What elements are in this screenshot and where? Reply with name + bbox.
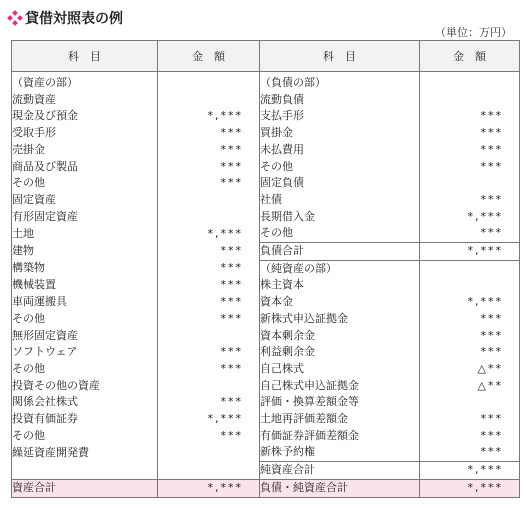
asset-amount-cell: *** [158, 394, 260, 411]
asset-account-cell: ソフトウェア [12, 344, 158, 361]
liability-account-cell: 株主資本 [260, 277, 420, 294]
liability-account-cell: 支払手形 [260, 108, 420, 125]
asset-account-cell: 構築物 [12, 260, 158, 277]
total-liabilities-equity-amount: *,*** [420, 479, 520, 497]
table-row [12, 428, 520, 445]
asset-account-cell: その他 [12, 175, 158, 192]
table-row [12, 72, 520, 92]
liability-amount-cell: *** [420, 125, 520, 142]
asset-account-cell: 固定資産 [12, 192, 158, 209]
table-row [12, 260, 520, 277]
liability-amount-cell: *** [420, 344, 520, 361]
liability-account-cell: 有価証券評価差額金 [260, 428, 420, 445]
table-row [12, 361, 520, 378]
asset-account-cell: 土地 [12, 225, 158, 242]
liability-amount-cell: *** [420, 225, 520, 242]
liability-amount-cell: *** [420, 142, 520, 159]
asset-amount-cell [158, 444, 260, 461]
asset-amount-cell [158, 92, 260, 109]
liability-account-cell: 利益剰余金 [260, 344, 420, 361]
liability-account-cell: 買掛金 [260, 125, 420, 142]
liability-amount-cell: *,*** [420, 209, 520, 226]
asset-amount-cell: *,*** [158, 108, 260, 125]
table-row [12, 243, 520, 261]
table-row [12, 344, 520, 361]
table-row [12, 378, 520, 395]
asset-account-cell: 投資有価証券 [12, 411, 158, 428]
header-assets-amount: 金 額 [158, 41, 260, 72]
asset-account-cell: その他 [12, 428, 158, 445]
table-row [12, 192, 520, 209]
liability-account-cell: 評価・換算差額金等 [260, 394, 420, 411]
asset-amount-cell: *** [158, 142, 260, 159]
asset-amount-cell: *,*** [158, 411, 260, 428]
liability-account-cell: 自己株式 [260, 361, 420, 378]
liability-amount-cell: *,*** [420, 243, 520, 261]
liability-amount-cell: *** [420, 411, 520, 428]
asset-account-cell: 機械装置 [12, 277, 158, 294]
asset-account-cell: その他 [12, 361, 158, 378]
asset-account-cell: 繰延資産開発費 [12, 444, 158, 461]
liability-account-cell: （純資産の部） [260, 260, 420, 277]
liability-amount-cell: *** [420, 192, 520, 209]
liability-amount-cell [420, 277, 520, 294]
asset-amount-cell: *** [158, 361, 260, 378]
asset-amount-cell: *** [158, 311, 260, 328]
liability-amount-cell: *** [420, 159, 520, 176]
table-row [12, 108, 520, 125]
asset-account-cell: 無形固定資産 [12, 328, 158, 345]
liability-account-cell: 資本剰余金 [260, 328, 420, 345]
table-row [12, 142, 520, 159]
page-title-block [8, 8, 123, 28]
table-row [12, 328, 520, 345]
table-row [12, 175, 520, 192]
liability-amount-cell: *** [420, 311, 520, 328]
table-row [12, 411, 520, 428]
table-row [12, 394, 520, 411]
liability-amount-cell: △** [420, 361, 520, 378]
total-row [12, 479, 520, 497]
table-row [12, 125, 520, 142]
liability-amount-cell: *,*** [420, 294, 520, 311]
table-row [12, 277, 520, 294]
liability-account-cell: 新株予約権 [260, 444, 420, 461]
header-assets-account: 科 目 [12, 41, 158, 72]
header-liabilities-amount: 金 額 [420, 41, 520, 72]
asset-amount-cell [158, 462, 260, 480]
liability-amount-cell [420, 394, 520, 411]
asset-account-cell: 有形固定資産 [12, 209, 158, 226]
asset-amount-cell: *** [158, 294, 260, 311]
asset-account-cell: 建物 [12, 243, 158, 261]
liability-account-cell: その他 [260, 159, 420, 176]
liability-amount-cell [420, 92, 520, 109]
asset-amount-cell: *** [158, 159, 260, 176]
liability-account-cell: 新株式申込証拠金 [260, 311, 420, 328]
liability-account-cell: 負債合計 [260, 243, 420, 261]
asset-account-cell: 受取手形 [12, 125, 158, 142]
liability-account-cell: 社債 [260, 192, 420, 209]
liability-amount-cell: *** [420, 328, 520, 345]
table-row [12, 462, 520, 480]
table-row [12, 209, 520, 226]
asset-amount-cell: *** [158, 260, 260, 277]
diamond-cluster-icon [8, 11, 22, 25]
asset-account-cell: 車両運搬具 [12, 294, 158, 311]
asset-amount-cell [158, 328, 260, 345]
table-row [12, 225, 520, 242]
asset-amount-cell [158, 72, 260, 92]
table-body [12, 72, 520, 498]
asset-amount-cell: *** [158, 344, 260, 361]
table-row [12, 444, 520, 461]
liability-account-cell: 資本金 [260, 294, 420, 311]
liability-amount-cell [420, 175, 520, 192]
asset-amount-cell: *** [158, 277, 260, 294]
asset-account-cell [12, 462, 158, 480]
header-liabilities-account: 科 目 [260, 41, 420, 72]
table-row [12, 92, 520, 109]
asset-amount-cell [158, 209, 260, 226]
liability-amount-cell: △** [420, 378, 520, 395]
header-row [12, 41, 520, 72]
asset-amount-cell: *** [158, 428, 260, 445]
table-row [12, 159, 520, 176]
asset-account-cell: その他 [12, 311, 158, 328]
asset-amount-cell [158, 192, 260, 209]
unit-note: （単位：万円） [435, 26, 512, 39]
asset-amount-cell: *,*** [158, 225, 260, 242]
liability-amount-cell: *** [420, 108, 520, 125]
liability-account-cell: 純資産合計 [260, 462, 420, 480]
liability-account-cell: 長期借入金 [260, 209, 420, 226]
asset-account-cell: 投資その他の資産 [12, 378, 158, 395]
liability-account-cell: （負債の部） [260, 72, 420, 92]
table-row [12, 311, 520, 328]
asset-amount-cell: *** [158, 243, 260, 261]
liability-account-cell: 自己株式申込証拠金 [260, 378, 420, 395]
asset-account-cell: 商品及び製品 [12, 159, 158, 176]
liability-account-cell: 固定負債 [260, 175, 420, 192]
asset-amount-cell [158, 378, 260, 395]
total-liabilities-equity-label: 負債・純資産合計 [260, 479, 420, 497]
liability-amount-cell [420, 260, 520, 277]
liability-account-cell: その他 [260, 225, 420, 242]
balance-sheet-table [11, 40, 520, 498]
liability-amount-cell: *** [420, 428, 520, 445]
asset-account-cell: 関係会社株式 [12, 394, 158, 411]
asset-amount-cell: *** [158, 175, 260, 192]
table-row [12, 294, 520, 311]
page-title: 貸借対照表の例 [25, 11, 123, 27]
liability-amount-cell [420, 72, 520, 92]
liability-amount-cell: *,*** [420, 462, 520, 480]
liability-account-cell: 流動負債 [260, 92, 420, 109]
asset-amount-cell: *** [158, 125, 260, 142]
asset-account-cell: 流動資産 [12, 92, 158, 109]
asset-account-cell: 現金及び預金 [12, 108, 158, 125]
asset-account-cell: 売掛金 [12, 142, 158, 159]
total-assets-amount: *,*** [158, 479, 260, 497]
liability-account-cell: 土地再評価差額金 [260, 411, 420, 428]
liability-account-cell: 未払費用 [260, 142, 420, 159]
asset-account-cell: （資産の部） [12, 72, 158, 92]
liability-amount-cell: *** [420, 444, 520, 461]
total-assets-label: 資産合計 [12, 479, 158, 497]
